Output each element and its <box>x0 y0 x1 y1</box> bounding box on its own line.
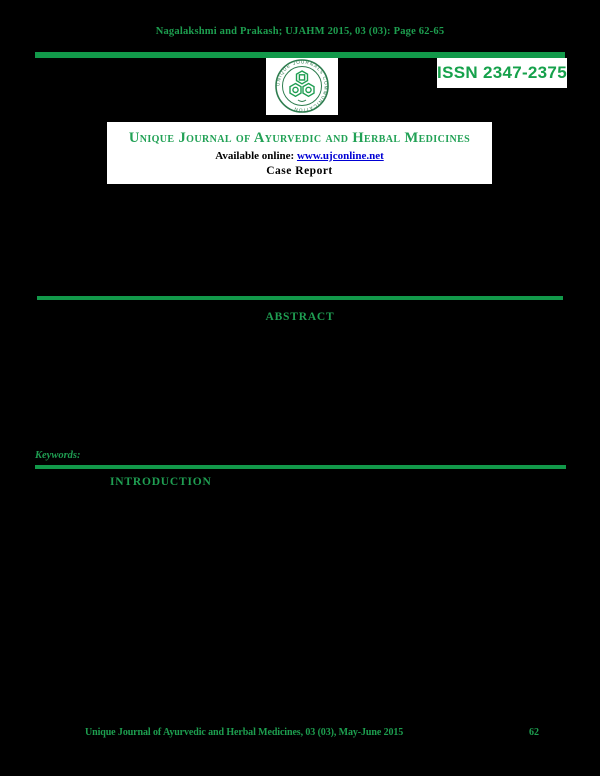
running-header: Nagalakshmi and Prakash; UJAHM 2015, 03 (03): Page 62-65 <box>155 26 445 37</box>
abstract-rule <box>37 296 563 300</box>
footer-page-number: 62 <box>529 727 539 738</box>
abstract-heading: ABSTRACT <box>265 311 335 323</box>
masthead-box <box>107 122 492 184</box>
keywords-rule <box>35 465 566 469</box>
journal-seal-logo <box>266 58 338 115</box>
available-online-label: Available online: <box>215 149 297 162</box>
article-type-label: Case Report <box>266 164 333 177</box>
keywords-label: Keywords: <box>35 450 81 461</box>
journal-seal-icon <box>273 59 331 114</box>
introduction-heading: INTRODUCTION <box>110 476 212 488</box>
issn-badge: ISSN 2347-2375 <box>437 58 567 88</box>
journal-title: Unique Journal of Ayurvedic and Herbal Medicines <box>128 130 471 146</box>
footer-journal-line: Unique Journal of Ayurvedic and Herbal Medicines, 03 (03), May-June 2015 <box>85 727 404 738</box>
svg-text:UNIQUE JOURNALS COMMUNICATION: UNIQUE JOURNALS COMMUNICATION <box>275 59 329 113</box>
available-online-line <box>107 150 492 162</box>
journal-website-link[interactable]: www.ujconline.net <box>296 149 384 162</box>
